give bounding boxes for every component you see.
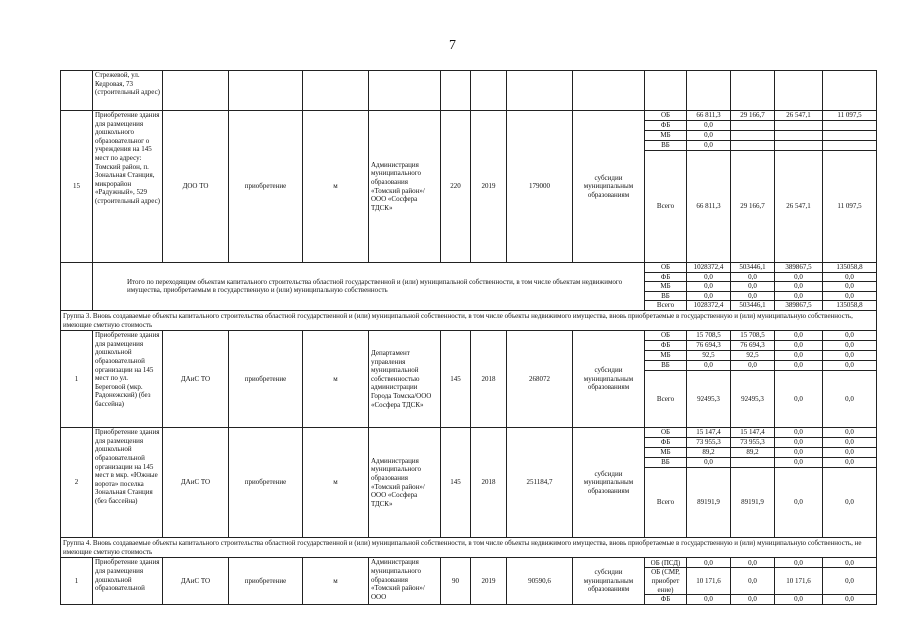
funding-source: МБ — [645, 448, 687, 458]
funding-source: Всего — [645, 468, 687, 538]
value-cell: 26 547,1 — [775, 111, 823, 121]
value-cell: 0,0 — [687, 272, 731, 282]
object-name: Приобретение здания для размещения дошкольной образовательной — [93, 558, 163, 604]
funding-source: Всего — [645, 371, 687, 428]
value-cell: 0,0 — [731, 272, 775, 282]
value-cell: 29 166,7 — [731, 151, 775, 263]
value-cell: 0,0 — [775, 448, 823, 458]
table-row — [61, 428, 877, 438]
value-cell: 0,0 — [823, 282, 877, 292]
value-cell: 0,0 — [731, 558, 775, 568]
value-cell: 0,0 — [775, 458, 823, 468]
table-row — [61, 538, 877, 558]
value-cell: 89191,9 — [731, 468, 775, 538]
value-cell: 26 547,1 — [775, 151, 823, 263]
unit: м — [303, 331, 369, 428]
value-cell: 389867,5 — [775, 301, 823, 311]
value-cell: 0,0 — [687, 131, 731, 141]
value-cell: 135058,8 — [823, 301, 877, 311]
value-cell: 503446,1 — [731, 301, 775, 311]
value-cell — [823, 131, 877, 141]
value-cell: 1028372,4 — [687, 263, 731, 273]
value-cell: 0,0 — [775, 331, 823, 341]
value-cell: 29 166,7 — [731, 111, 775, 121]
value-cell: 73 955,3 — [731, 438, 775, 448]
value-cell: 389867,5 — [775, 263, 823, 273]
value-cell: 0,0 — [775, 341, 823, 351]
funding-source: Всего — [645, 151, 687, 263]
row-number: 1 — [61, 558, 93, 604]
value-cell — [731, 131, 775, 141]
funding-form: субсидии муниципальным образованиям — [573, 111, 645, 263]
value-cell: 0,0 — [731, 282, 775, 292]
funding-source: Всего — [645, 301, 687, 311]
value-cell: 89,2 — [731, 448, 775, 458]
value-cell: 0,0 — [687, 558, 731, 568]
group-header: Группа 4. Вновь создаваемые объекты капитального строительства областной государственной и (или) муниципальной собственности, в том числе объекты недвижимого имущества, вновь приобретаемые в государственную и (или) муниципальную собственность, не имеющие сметную стоимость — [61, 538, 877, 558]
value-cell: 0,0 — [823, 272, 877, 282]
department: Администрация муниципального образования «Томский район»/ООО «Сосфера ТДСК» — [369, 428, 441, 538]
value-cell: 66 811,3 — [687, 151, 731, 263]
funding-source: ВБ — [645, 458, 687, 468]
value-cell: 73 955,3 — [687, 438, 731, 448]
value-cell: 0,0 — [823, 558, 877, 568]
table-row — [61, 263, 877, 273]
value-cell — [823, 121, 877, 131]
unit: м — [303, 558, 369, 604]
value-cell: 0,0 — [775, 371, 823, 428]
value-cell: 0,0 — [775, 468, 823, 538]
value-cell: 92495,3 — [687, 371, 731, 428]
value-cell — [823, 141, 877, 151]
funding-source: ФБ — [645, 438, 687, 448]
value-cell: 1028372,4 — [687, 301, 731, 311]
value-cell: 11 097,5 — [823, 151, 877, 263]
value-cell: 0,0 — [687, 361, 731, 371]
customer: ДАиС ТО — [163, 428, 229, 538]
department: Администрация муниципального образования «Томский район»/ООО — [369, 558, 441, 604]
year: 2019 — [471, 558, 507, 604]
customer: ДАиС ТО — [163, 331, 229, 428]
value-cell: 0,0 — [823, 371, 877, 428]
value-cell: 92495,3 — [731, 371, 775, 428]
value-cell: 0,0 — [687, 291, 731, 301]
table-row — [61, 71, 877, 111]
value-cell: 66 811,3 — [687, 111, 731, 121]
value-cell: 0,0 — [775, 282, 823, 292]
funding-source: ОБ — [645, 331, 687, 341]
row-number: 1 — [61, 331, 93, 428]
estimated-cost: 90590,6 — [507, 558, 573, 604]
object-name: Приобретение здания для размещения дошкольной образовательной организации на 145 мест по ул. Береговой (мкр. Радонежский) (без бассейна) — [93, 331, 163, 428]
unit: м — [303, 111, 369, 263]
value-cell: 0,0 — [823, 568, 877, 595]
value-cell: 503446,1 — [731, 263, 775, 273]
funding-form: субсидии муниципальным образованиям — [573, 331, 645, 428]
object-name: Стрежевой, ул. Кедровая, 73 (строительный адрес) — [93, 71, 163, 111]
row-number: 15 — [61, 111, 93, 263]
customer: ДОО ТО — [163, 111, 229, 263]
value-cell — [775, 141, 823, 151]
year: 2018 — [471, 428, 507, 538]
value-cell: 0,0 — [775, 558, 823, 568]
value-cell: 0,0 — [775, 272, 823, 282]
value-cell: 0,0 — [823, 291, 877, 301]
work-type: приобретение — [229, 428, 303, 538]
total-label: Итого по переходящим объектам капитального строительства областной государственной и (или) муниципальной собственности, в том числе объектам недвижимого имущества, приобретаемым в государственную и (или) муниципальную собственность — [93, 263, 645, 311]
funding-source: ВБ — [645, 361, 687, 371]
value-cell: 0,0 — [775, 291, 823, 301]
value-cell: 0,0 — [731, 361, 775, 371]
table-row — [61, 558, 877, 568]
funding-source: МБ — [645, 351, 687, 361]
object-name: Приобретение здания для размещения дошкольной образовательной организации на 145 мест в мкр. «Южные ворота» поселка Зональная Станция (без бассейна) — [93, 428, 163, 538]
value-cell: 0,0 — [775, 428, 823, 438]
funding-source: МБ — [645, 282, 687, 292]
value-cell: 10 171,6 — [687, 568, 731, 595]
value-cell: 0,0 — [775, 361, 823, 371]
value-cell: 10 171,6 — [775, 568, 823, 595]
group-header: Группа 3. Вновь создаваемые объекты капитального строительства областной государственной и (или) муниципальной собственности, в том числе объекты недвижимого имущества, вновь приобретаемые в государственную и (или) муниципальную собственность, имеющие сметную стоимость — [61, 310, 877, 330]
page-number: 7 — [449, 38, 456, 53]
value-cell: 92,5 — [687, 351, 731, 361]
capacity: 220 — [441, 111, 471, 263]
table-row — [61, 331, 877, 341]
value-cell — [731, 121, 775, 131]
work-type: приобретение — [229, 331, 303, 428]
funding-source: ОБ — [645, 263, 687, 273]
capacity: 145 — [441, 428, 471, 538]
value-cell: 0,0 — [731, 568, 775, 595]
funding-source: ФБ — [645, 121, 687, 131]
value-cell: 0,0 — [775, 595, 823, 605]
estimated-cost: 179000 — [507, 111, 573, 263]
value-cell: 15 708,5 — [687, 331, 731, 341]
value-cell — [731, 141, 775, 151]
value-cell — [775, 121, 823, 131]
value-cell: 89191,9 — [687, 468, 731, 538]
funding-source: ОБ — [645, 111, 687, 121]
table-row — [61, 111, 877, 121]
value-cell: 92,5 — [731, 351, 775, 361]
row-number: 2 — [61, 428, 93, 538]
work-type: приобретение — [229, 558, 303, 604]
value-cell: 11 097,5 — [823, 111, 877, 121]
value-cell: 0,0 — [687, 458, 731, 468]
capacity: 145 — [441, 331, 471, 428]
funding-source: ФБ — [645, 341, 687, 351]
value-cell: 0,0 — [823, 448, 877, 458]
capacity: 90 — [441, 558, 471, 604]
value-cell: 15 708,5 — [731, 331, 775, 341]
investment-objects-table — [60, 70, 877, 605]
value-cell: 0,0 — [823, 341, 877, 351]
year: 2018 — [471, 331, 507, 428]
object-name: Приобретение здания для размещения дошкольного образовательног о учреждения на 145 мест по адресу: Томский район, п. Зональная Станция, микрорайон «Радужный», 529 (строительный адрес) — [93, 111, 163, 263]
department: Администрация муниципального образования «Томский район»/ООО «Сосфера ТДСК» — [369, 111, 441, 263]
value-cell: 0,0 — [823, 428, 877, 438]
table-row — [61, 310, 877, 330]
value-cell: 135058,8 — [823, 263, 877, 273]
estimated-cost: 251184,7 — [507, 428, 573, 538]
funding-source: ОБ (ПСД) — [645, 558, 687, 568]
funding-source: ОБ (СМР, приобрет ение) — [645, 568, 687, 595]
value-cell: 0,0 — [823, 331, 877, 341]
value-cell: 0,0 — [823, 351, 877, 361]
funding-source: ВБ — [645, 141, 687, 151]
value-cell: 0,0 — [687, 121, 731, 131]
value-cell: 89,2 — [687, 448, 731, 458]
value-cell: 76 694,3 — [687, 341, 731, 351]
funding-source: ВБ — [645, 291, 687, 301]
value-cell: 0,0 — [775, 351, 823, 361]
value-cell: 0,0 — [731, 595, 775, 605]
estimated-cost: 268072 — [507, 331, 573, 428]
funding-source: ОБ — [645, 428, 687, 438]
funding-source: ФБ — [645, 595, 687, 605]
value-cell: 0,0 — [687, 141, 731, 151]
funding-source: ФБ — [645, 272, 687, 282]
value-cell: 0,0 — [687, 282, 731, 292]
work-type: приобретение — [229, 111, 303, 263]
value-cell: 0,0 — [823, 468, 877, 538]
value-cell: 0,0 — [775, 438, 823, 448]
value-cell: 76 694,3 — [731, 341, 775, 351]
funding-form: субсидии муниципальным образованиям — [573, 428, 645, 538]
value-cell: 0,0 — [687, 595, 731, 605]
value-cell: 15 147,4 — [687, 428, 731, 438]
value-cell: 0,0 — [823, 361, 877, 371]
value-cell: 0,0 — [731, 291, 775, 301]
department: Департамент управления муниципальной собственностью администрации Города Томска/ООО «Сосфера ТДСК» — [369, 331, 441, 428]
value-cell — [731, 458, 775, 468]
value-cell — [775, 131, 823, 141]
customer: ДАиС ТО — [163, 558, 229, 604]
unit: м — [303, 428, 369, 538]
value-cell: 0,0 — [823, 595, 877, 605]
funding-form: субсидии муниципальным образованиям — [573, 558, 645, 604]
value-cell: 15 147,4 — [731, 428, 775, 438]
funding-source: МБ — [645, 131, 687, 141]
year: 2019 — [471, 111, 507, 263]
value-cell: 0,0 — [823, 438, 877, 448]
value-cell: 0,0 — [823, 458, 877, 468]
